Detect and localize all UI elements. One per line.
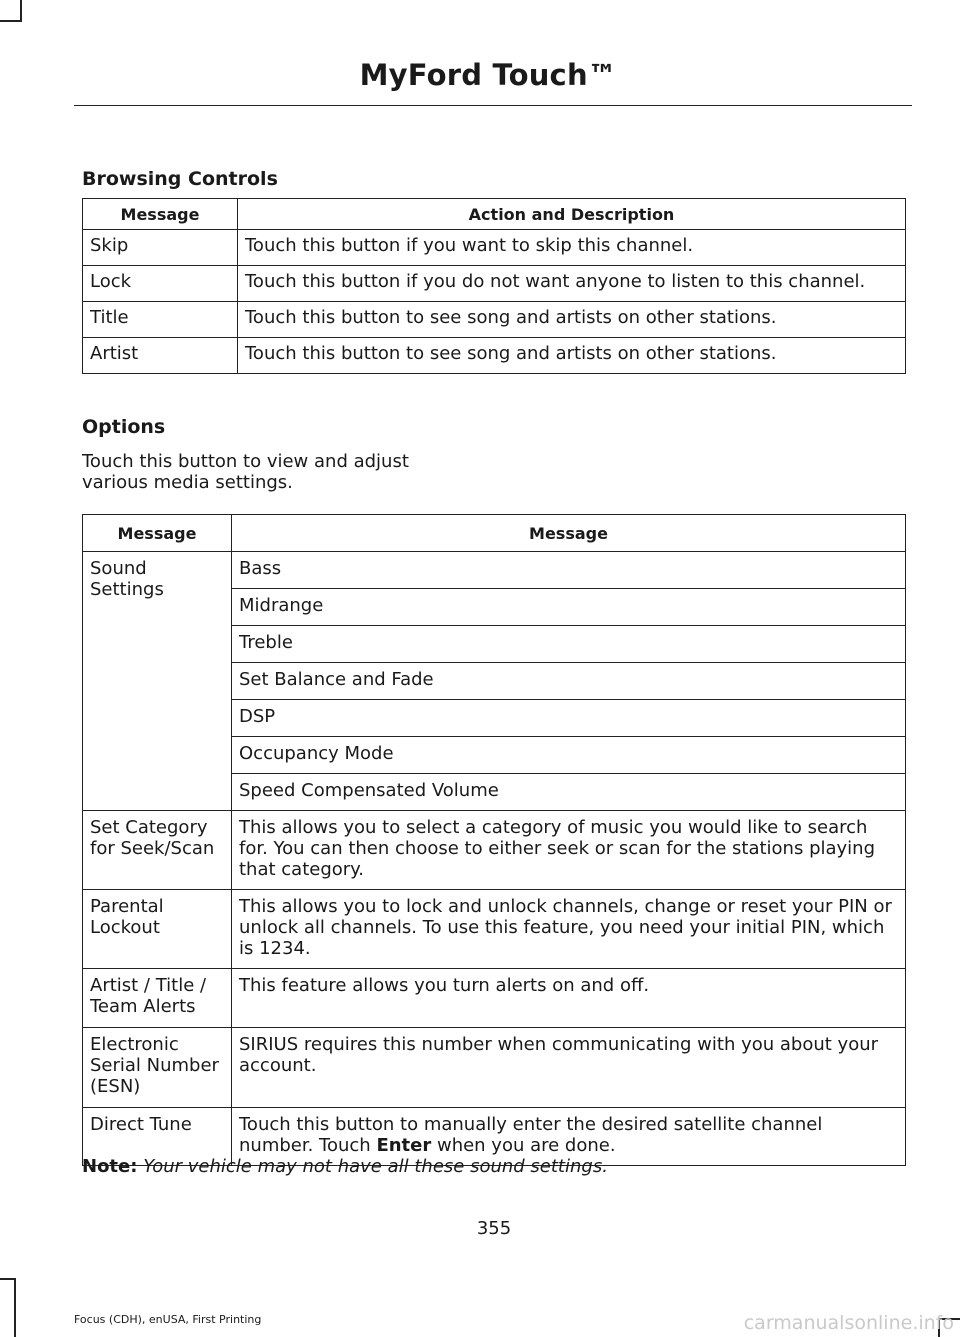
note — [82, 1156, 608, 1177]
sound-setting-item: Bass — [232, 552, 906, 589]
header-divider — [74, 105, 912, 106]
page-header-title: MyFord Touch™ — [359, 58, 617, 92]
message-cell: Direct Tune — [83, 1108, 232, 1166]
table-row — [83, 552, 906, 589]
message-cell: Parental Lockout — [83, 890, 232, 969]
description-cell: SIRIUS requires this number when communicating with you about your account. — [232, 1028, 906, 1108]
message-cell: Lock — [83, 266, 238, 302]
sound-setting-item: DSP — [232, 700, 906, 737]
sound-setting-item: Set Balance and Fade — [232, 663, 906, 700]
options-heading: Options — [82, 416, 166, 438]
sound-setting-item: Occupancy Mode — [232, 737, 906, 774]
browsing-controls-heading: Browsing Controls — [82, 168, 278, 190]
options-table — [82, 514, 906, 1166]
description-cell: This allows you to lock and unlock channels, change or reset your PIN or unlock all channels. To use this feature, you need your initial PIN, which is 1234. — [232, 890, 906, 969]
description-text: when you are done. — [431, 1135, 616, 1156]
sound-setting-item: Treble — [232, 626, 906, 663]
footer-text: Focus (CDH), enUSA, First Printing — [74, 1313, 262, 1326]
description-text: Touch this button to manually enter the desired satellite channel number. Touch — [239, 1114, 823, 1156]
crop-mark — [14, 1278, 16, 1337]
description-cell: Touch this button if you do not want anyone to listen to this channel. — [238, 266, 906, 302]
description-cell: This feature allows you turn alerts on and off. — [232, 969, 906, 1028]
column-header: Message — [83, 515, 232, 552]
description-cell: Touch this button to see song and artists on other stations. — [238, 338, 906, 374]
table-header-row — [83, 199, 906, 230]
table-row — [83, 338, 906, 374]
column-header: Action and Description — [238, 199, 906, 230]
table-row — [83, 302, 906, 338]
message-cell: Artist / Title / Team Alerts — [83, 969, 232, 1028]
watermark: carmanualsonline.info — [743, 1312, 954, 1334]
table-row — [83, 266, 906, 302]
sound-setting-item: Midrange — [232, 589, 906, 626]
page-number: 355 — [476, 1218, 512, 1239]
table-header-row — [83, 515, 906, 552]
description-cell: Touch this button to see song and artists on other stations. — [238, 302, 906, 338]
crop-mark — [20, 0, 22, 22]
table-row — [83, 1028, 906, 1108]
description-cell: Touch this button if you want to skip this channel. — [238, 230, 906, 266]
table-row — [83, 890, 906, 969]
browsing-controls-table — [82, 198, 906, 374]
crop-mark — [0, 1278, 14, 1280]
sound-setting-item: Speed Compensated Volume — [232, 774, 906, 811]
crop-mark — [0, 20, 22, 22]
enter-keyword: Enter — [376, 1135, 432, 1156]
message-cell: Sound Settings — [83, 552, 232, 811]
table-row — [83, 969, 906, 1028]
description-cell: This allows you to select a category of music you would like to search for. You can then choose to either seek or scan for the stations playing that category. — [232, 811, 906, 890]
column-header: Message — [83, 199, 238, 230]
note-label: Note: — [82, 1156, 138, 1177]
message-cell: Set Category for Seek/Scan — [83, 811, 232, 890]
table-row — [83, 230, 906, 266]
column-header: Message — [232, 515, 906, 552]
table-row — [83, 811, 906, 890]
message-cell: Title — [83, 302, 238, 338]
message-cell: Artist — [83, 338, 238, 374]
note-text: Your vehicle may not have all these sound settings. — [143, 1156, 608, 1177]
options-intro: Touch this button to view and adjust various media settings. — [82, 451, 409, 493]
message-cell: Electronic Serial Number (ESN) — [83, 1028, 232, 1108]
message-cell: Skip — [83, 230, 238, 266]
